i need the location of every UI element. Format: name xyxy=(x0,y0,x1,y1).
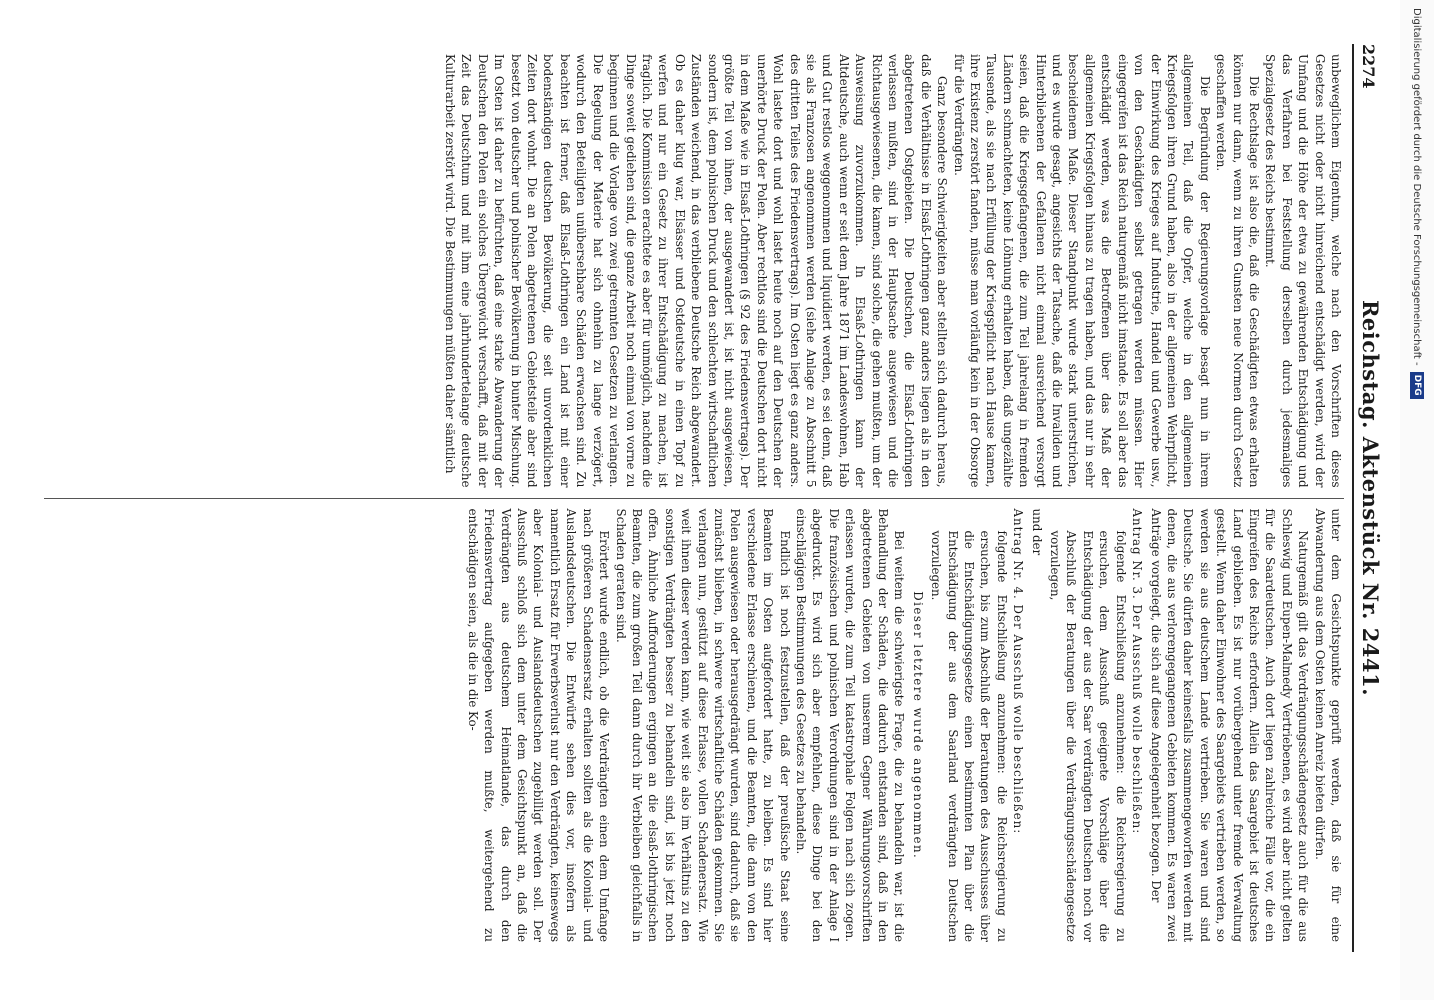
resolution-text: folgende Entschließung anzunehmen: die Reichsregierung zu ersuchen, dem Ausschuß geeignete Vorschläge über die Entschädigung der aus der Saar verdrängten Deutschen noch vor Abschluß der Beratungen über die Verdrängungsschädengesetze vorzulegen, xyxy=(1048,530,1128,942)
paragraph: Naturgemäß gilt das Verdrängungsschädengesetz auch für die aus Schleswig und Eupen-Malmedy Vertriebenen, es wird aber nicht gelten für die Saardeutschen. Auch dort liegen zahlreiche Fälle vor, die ein Eingreifen des Reichs erfordern. Allein das Saargebiet ist deutsches Land geblieben. Es ist nur vorübergehend unter fremde Verwaltung gestellt. Wenn daher Einwohner des Saargebiets vertrieben werden, so werden sie aus deutschem Lande vertrieben. Sie waren und sind Deutsche. Sie dürfen daher keinesfalls zusammengeworfen werden mit denen, die aus verlorengegangenen Gebieten kommen. Es waren zwei Anträge vorgelegt, die sich auf diese Angelegenheit bezogen. Der xyxy=(1148,508,1311,942)
motion-heading: Antrag Nr. 3. Der Ausschuß wolle beschließen: xyxy=(1130,508,1145,835)
paragraph: Bei weitem die schwierigste Frage, die zu behandeln war, ist die Behandlung der Schäden, die dadurch entstanden sind, daß in den abgetretenen Gebieten von unserem Gegner Währungsvorschriften erlassen wurden, die zum Teil katastrophale Folgen nach sich zogen. Die französischen und polnischen Verordnungen sind in der Anlage I abgedruckt. Es wird sich aber empfehlen, diese Dinge bei den einschlägigen Bestimmungen des Gesetzes zu behandeln. xyxy=(794,508,907,942)
page-number: 2274 xyxy=(1359,44,1378,89)
text-columns xyxy=(44,44,1344,952)
paragraph: Die Rechtslage ist also die, daß die Geschädigten etwas erhalten können nur dann, wenn zu ihren Gunsten neue Normen durch Gesetz geschaffen werden. xyxy=(1214,54,1261,488)
page-header xyxy=(1352,44,1383,952)
paragraph: unter dem Gesichtspunkte geprüft werden, daß sie für eine Abwanderung aus dem Osten keinen Anreiz bieten dürfen. xyxy=(1312,508,1343,942)
paragraph: Ganz besondere Schwierigkeiten aber stellten sich dadurch heraus, daß die Verhältnisse in Elsaß-Lothringen ganz anders liegen als in den abgetretenen Ostgebieten. Die Deutschen, die Elsaß-Lothringen verlassen mußten, sind in der Hauptsache ausgewiesen und die Richtausgewiesenen, die kamen, sind solche, die gehen mußten, um der Ausweisung zuvorzukommen. In Elsaß-Lothringen kann der Altdeutsche, auch wenn er seit dem Jahre 1871 im Landeswohnen, Hab und Gut restlos weggenommen und liquidiert werden, es sei denn, daß sie als Franzosen angenommen werden (siehe Anlage zu Abschnitt 5 des dritten Teiles des Friedensvertrags). Im Osten liegt es ganz anders. Wohl lastete dort und wohl lastet heute noch auf den Deutschen der unerhörte Druck der Polen. Aber rechtlos sind die Deutschen dort nicht in dem Maße wie in Elsaß-Lothringen (§ 92 des Friedensvertrags). Der größte Teil von ihnen, der ausgewandert ist, ist nicht ausgewiesen, sondern ist, dem polnischen Druck und den schlechten wirtschaftlichen Zuständen weichend, in das verbliebene Deutsche Reich abgewandert. Ob es daher klug war, Elsässer und Ostdeutsche in einen Topf zu werfen und nur ein Gesetz zu ihrer Entschädigung zu machen, ist fraglich. Die Kommission erachtete es aber für unmöglich, nachdem die Dinge soweit gediehen sind, die ganze Arbeit noch einmal von vorne zu beginnen und die Vorlage von zwei getrennten Gesetzen zu verlangen. Die Regelung der Materie hat sich ohnehin zu lange verzögert, wodurch den Beteiligten unübersehbare Schäden erwachsen sind. Zu beachten ist ferner, daß Elsaß-Lothringen ein Land ist mit einer bodenständigen deutschen Bevölkerung, die seit unvordenklichen Zeiten dort wohnt. Die an Polen abgetretenen Gebietsteile aber sind besetzt von deutscher und polnischer Bevölkerung in bunter Mischung. Im Osten ist daher zu befürchten, daß eine starke Abwanderung der Deutschen den Polen ein solches Übergewicht verschafft, daß mit der Zeit das Deutschtum und mit ihm eine jahrhundertelange deutsche Kulturarbeit zerstört wird. Die Bestimmungen müßten daher sämtlich xyxy=(443,54,950,488)
paragraph: und der xyxy=(1029,508,1044,556)
paragraph: unbeweglichem Eigentum, welche nach den Vorschriften dieses Gesetzes nicht oder nicht hinreichend entschädigt werden, wird der Umfang und die Höhe der etwa zu gewährenden Entschädigung und das Verfahren bei Feststellung derselben durch jedesmaliges Spezialgesetz des Reichs bestimmt. xyxy=(1263,54,1343,488)
motion-heading: Antrag Nr. 4. Der Ausschuß wolle beschließen: xyxy=(1011,508,1026,835)
decision-note: Dieser letztere wurde angenommen. xyxy=(910,591,925,860)
scan-footer-strip xyxy=(1400,0,1434,1000)
resolution-text: folgende Entschließung anzunehmen: die Reichsregierung zu ersuchen, bis zum Abschluß der Beratungen des Ausschusses über die Entschädigungsgesetze einen bestimmten Plan über die Entschädigung der aus dem Saarland verdrängten Deutschen vorzulegen. xyxy=(929,530,1009,942)
paragraph: Endlich ist noch festzustellen, daß der preußische Staat seine Beamten im Osten aufgefordert hatte, zu bleiben. Es sind hier verschiedene Erlasse erschienen, und die Beamten, die dann von den Polen ausgewiesen oder herausgedrängt wurden, sind dadurch, daß sie zunächst blieben, in schwere wirtschaftliche Schäden gekommen. Sie verlangen nun, gestützt auf diese Erlasse, vollen Schadenersatz. Wie weit ihnen dieser werden kann, wie weit sie also im Verhältnis zu den sonstigen Verdrängten besser zu behandeln sind, ist bis jetzt noch offen. Ähnliche Aufforderungen ergingen an die elsaß-lothringischen Beamten, die zum großen Teil dann durch ihr Verbleiben gleichfalls in Schaden geraten sind. xyxy=(613,508,792,942)
footer-credit: Digitalisierung gefördert durch die Deutsche Forschungsgemeinschaft - xyxy=(1411,8,1423,366)
paragraph: Die Begründung der Regierungsvorlage besagt nun in ihrem allgemeinen Teil, daß die Opfer, welche in den allgemeinen Kriegsfolgen ihren Grund haben, also in der allgemeinen Wehrpflicht, der Einwirkung des Krieges auf Industrie, Handel und Gewerbe usw., von den Geschädigten selbst getragen werden müssen. Hier eingegreifen ist das Reich naturgemäß nicht imstande. Es soll aber das entschädigt werden, was die Betroffenen über das Maß der allgemeinen Kriegsfolgen hinaus zu tragen haben, und das nur in sehr bescheidenem Maße. Dieser Standpunkt wurde stark unterstrichen, und es wurde gesagt, angesichts der Tatsache, daß die Invaliden und Hinterbliebenen der Gefallenen nicht einmal ausreichend versorgt seien, daß die Kriegsgefangenen, die zum Teil jahrelang in fremden Ländern schmachteten, keine Löhnung erhalten haben, daß ungezählte Tausende, als sie nach Erfüllung der Kriegspflicht nach Hause kamen, ihre Existenz zerstört fanden, müsse man vorläufig kein in der Obsorge für die Verdrängten. xyxy=(951,54,1212,488)
page-title: Reichstag. Aktenstück Nr. 2441. xyxy=(1358,299,1383,697)
paragraph: Erörtert wurde endlich, ob die Verdrängten einen dem Umfange nach größeren Schadensersatz erhalten sollten als die Kolonial- und Auslandsdeutschen. Die Entwürfe sehen dies vor, insofern als namentlich Ersatz für Erwerbsverlust nur den Verdrängten, keineswegs aber Kolonial- und Auslandsdeutschen zugebilligt werden soll. Der Ausschuß schloß sich dem unter dem Gesichtspunkt an, daß die Verdrängten aus deutschem Heimatlande, das durch den Friedensvertrag aufgegeben werden mußte, weitergehend zu entschädigen seien, als die in die Ko- xyxy=(465,508,612,942)
right-column xyxy=(44,499,1344,953)
footer-rotated xyxy=(1400,0,1434,1000)
left-column xyxy=(44,44,1344,498)
dfg-logo: DFG xyxy=(1410,372,1424,399)
